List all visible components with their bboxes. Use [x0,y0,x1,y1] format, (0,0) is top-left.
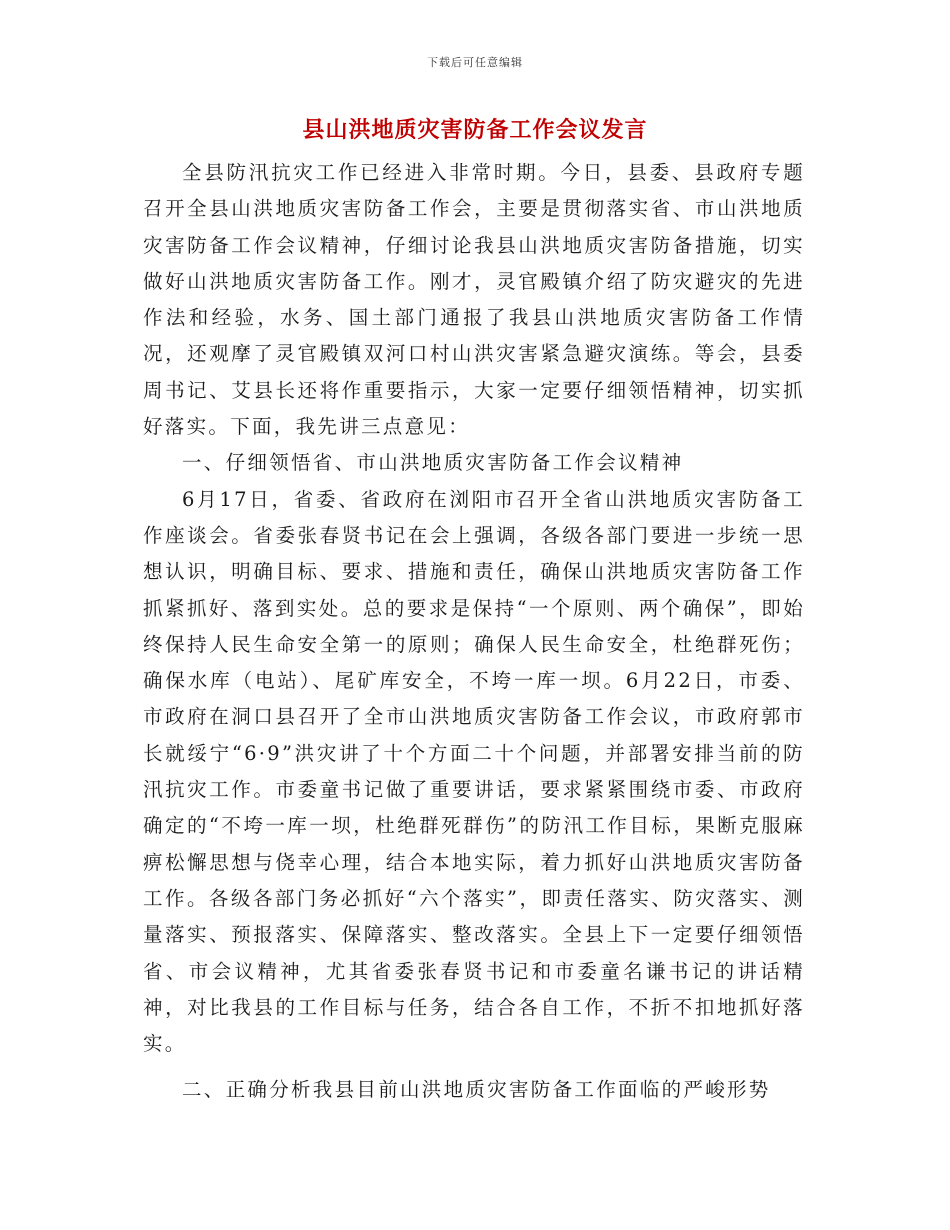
paragraph-intro: 全县防汛抗灾工作已经进入非常时期。今日，县委、县政府专题召开全县山洪地质灾害防备工作会，主要是贯彻落实省、市山洪地质灾害防备工作会议精神，仔细讨论我县山洪地质灾害防备措施，切实做好山洪地质灾害防备工作。刚才，灵官殿镇介绍了防灾避灾的先进作法和经验，水务、国土部门通报了我县山洪地质灾害防备工作情况，还观摩了灵官殿镇双河口村山洪灾害紧急避灾演练。等会，县委周书记、艾县长还将作重要指示，大家一定要仔细领悟精神，切实抓好落实。下面，我先讲三点意见： [143,161,805,439]
section-heading-1: 一、仔细领悟省、市山洪地质灾害防备工作会议精神 [182,451,684,475]
paragraph-section-1: 6月17日，省委、省政府在浏阳市召开全省山洪地质灾害防备工作座谈会。省委张春贤书记在会上强调，各级各部门要进一步统一思想认识，明确目标、要求、措施和责任，确保山洪地质灾害防备工作抓紧抓好、落到实处。总的要求是保持“一个原则、两个确保”，即始终保持人民生命安全第一的原则；确保人民生命安全，杜绝群死伤；确保水库（电站）、尾矿库安全，不垮一库一坝。6月22日，市委、市政府在洞口县召开了全市山洪地质灾害防备工作会议，市政府郭市长就绥宁“6·9”洪灾讲了十个方面二十个问题，并部署安排当前的防汛抗灾工作。市委童书记做了重要讲话，要求紧紧围绕市委、市政府确定的“不垮一库一坝，杜绝群死群伤”的防汛工作目标，果断克服麻痹松懈思想与侥幸心理，结合本地实际，着力抓好山洪地质灾害防备工作。各级各部门务必抓好“六个落实”，即责任落实、防灾落实、测量落实、预报落实、保障落实、整改落实。全县上下一定要仔细领悟省、市会议精神，尤其省委张春贤书记和市委童名谦书记的讲话精神，对比我县的工作目标与任务，结合各自工作，不折不扣地抓好落实。 [143,487,805,1056]
section-heading-2: 二、正确分析我县目前山洪地质灾害防备工作面临的严峻形势 [182,1078,771,1102]
header-note: 下载后可任意编辑 [427,56,523,69]
document-title: 县山洪地质灾害防备工作会议发言 [302,117,648,143]
document-body [143,155,805,1109]
